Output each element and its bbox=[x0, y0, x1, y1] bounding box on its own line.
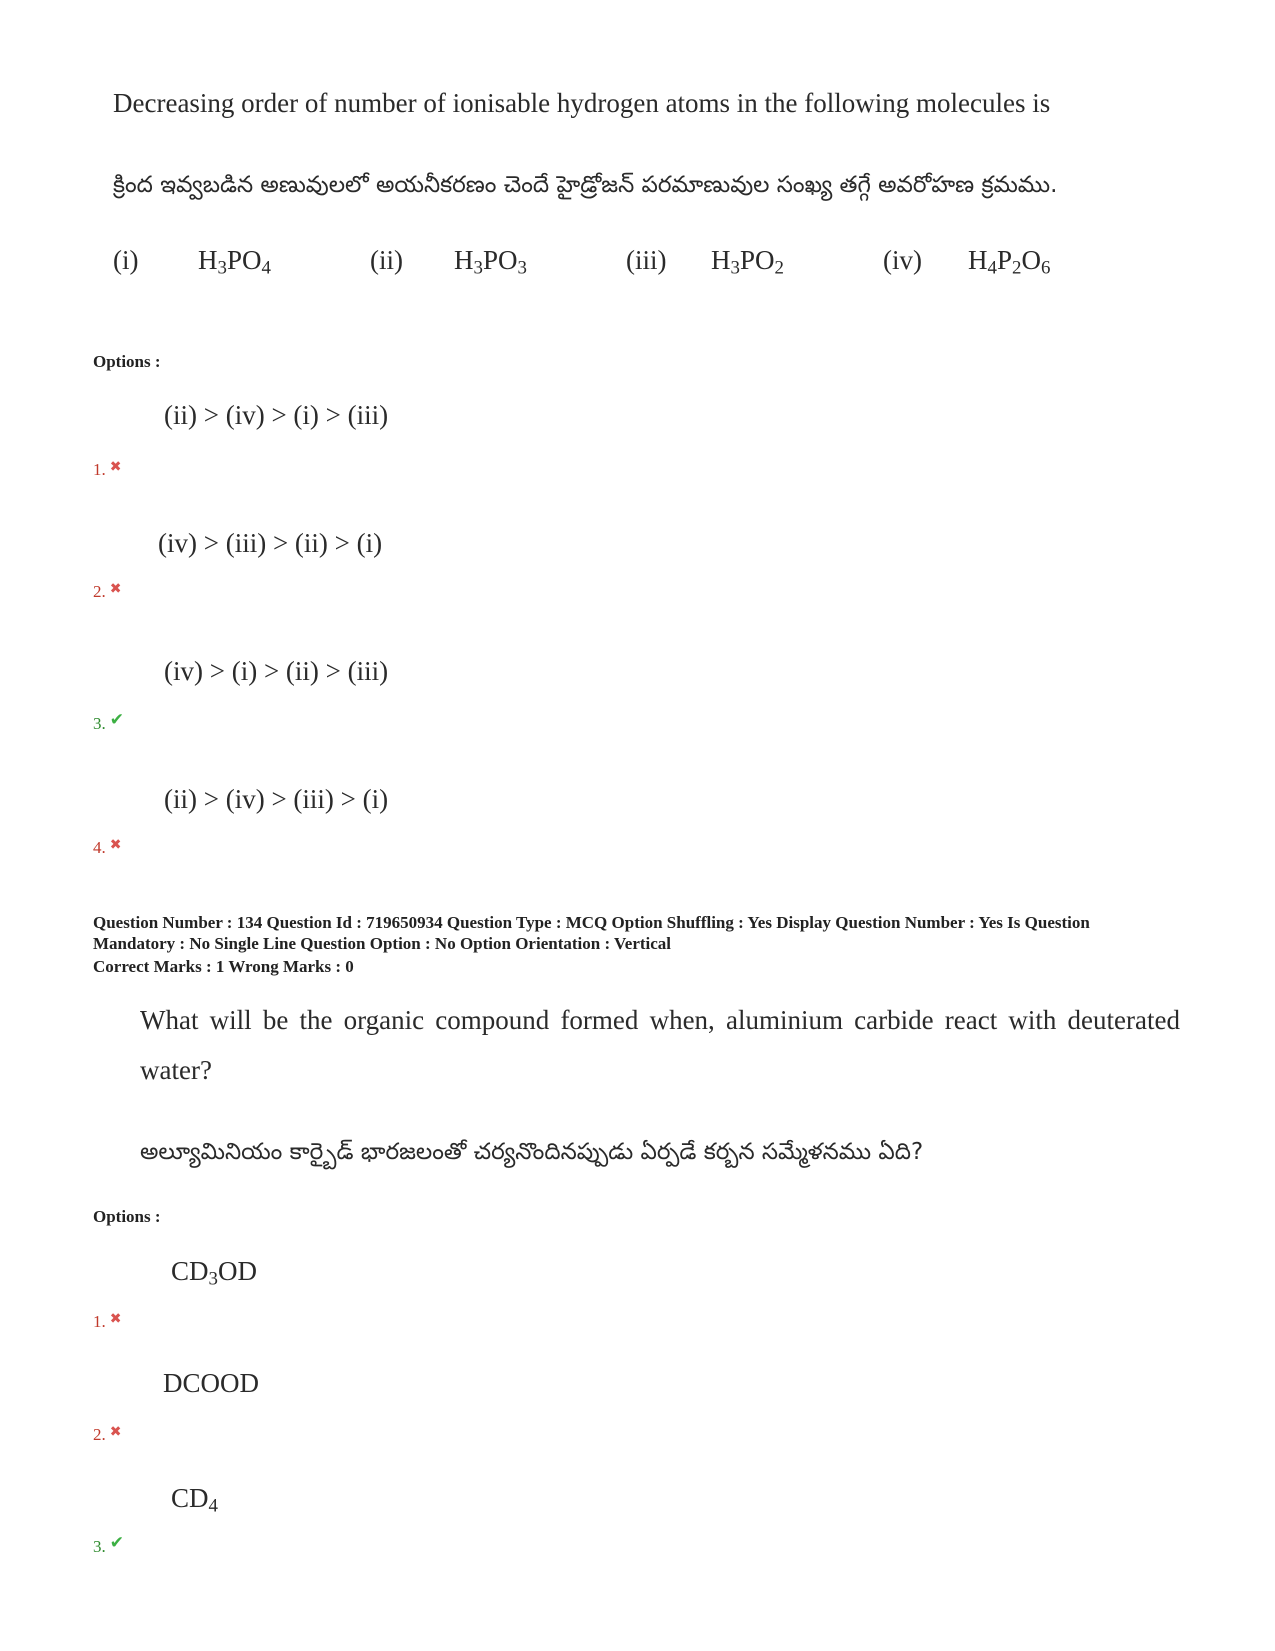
formula-subscript: 3 bbox=[473, 257, 483, 279]
formula-part: PO bbox=[482, 245, 518, 275]
question-text-te: క్రింద ఇవ్వబడిన అణువులలో అయనీకరణం చెందే హైడ్రోజన్ పరమాణువుల సంఖ్య తగ్గే అవరోహణ క్రమము. bbox=[113, 172, 1058, 198]
question-text-en: What will be the organic compound formed when, aluminium carbide react with deuterated water? bbox=[140, 1005, 1180, 1085]
option-formula bbox=[171, 1256, 257, 1290]
item-roman: (iii) bbox=[626, 245, 667, 275]
item-formula bbox=[198, 245, 271, 279]
cross-icon: ✖ bbox=[109, 837, 122, 853]
question-text-en: Decreasing order of number of ionisable hydrogen atoms in the following molecules is bbox=[113, 88, 1051, 118]
check-icon: ✔ bbox=[109, 1533, 124, 1553]
question-meta-line: Question Number : 134 Question Id : 719650934 Question Type : MCQ Option Shuffling : Yes Display Question Number : Yes Is Question bbox=[93, 913, 1090, 932]
option-text: (ii) > (iv) > (iii) > (i) bbox=[164, 784, 389, 814]
option-text: (iv) > (iii) > (ii) > (i) bbox=[158, 528, 383, 558]
option-text: (iv) > (i) > (ii) > (iii) bbox=[164, 656, 389, 686]
cross-icon: ✖ bbox=[109, 581, 122, 597]
formula-subscript: 2 bbox=[1011, 257, 1022, 279]
options-label: Options : bbox=[93, 352, 161, 371]
option-number[interactable] bbox=[93, 1312, 121, 1332]
marks-info: Correct Marks : 1 Wrong Marks : 0 bbox=[93, 957, 354, 976]
item-roman: (ii) bbox=[370, 245, 403, 275]
question-text-te: అల్యూమినియం కార్బైడ్ భారజలంతో చర్యనొందినప్పుడు ఏర్పడే కర్బన సమ్మేళనము ఏది? bbox=[140, 1139, 924, 1165]
formula-subscript: 4 bbox=[987, 257, 997, 279]
options-label: Options : bbox=[93, 1207, 161, 1226]
cross-icon: ✖ bbox=[109, 1424, 122, 1440]
item-roman: (i) bbox=[113, 245, 139, 275]
formula-subscript: 3 bbox=[730, 257, 740, 279]
cross-icon: ✖ bbox=[109, 459, 122, 475]
check-icon: ✔ bbox=[109, 710, 124, 730]
formula-part: CD bbox=[171, 1256, 209, 1286]
option-number-label: 2. bbox=[93, 1425, 106, 1444]
formula-subscript: 2 bbox=[774, 257, 784, 279]
item-roman: (iv) bbox=[883, 245, 922, 275]
option-text: (ii) > (iv) > (i) > (iii) bbox=[164, 400, 389, 430]
option-number[interactable] bbox=[93, 460, 121, 480]
formula-part: H bbox=[968, 245, 988, 275]
formula-part: OD bbox=[217, 1256, 257, 1286]
option-number[interactable] bbox=[93, 582, 121, 602]
cross-icon: ✖ bbox=[109, 1311, 122, 1327]
option-formula bbox=[171, 1483, 218, 1517]
option-number-label: 2. bbox=[93, 582, 106, 601]
formula-part: H bbox=[711, 245, 731, 275]
option-number-label: 1. bbox=[93, 460, 106, 479]
question-meta bbox=[93, 912, 1090, 954]
question-meta-line: Mandatory : No Single Line Question Option : No Option Orientation : Vertical bbox=[93, 934, 672, 953]
formula-subscript: 4 bbox=[208, 1495, 218, 1517]
item-formula bbox=[711, 245, 784, 279]
formula-part: CD bbox=[171, 1483, 209, 1513]
formula-part: O bbox=[1021, 245, 1041, 275]
option-number-label: 4. bbox=[93, 838, 106, 857]
option-number-label: 1. bbox=[93, 1312, 106, 1331]
formula-part: H bbox=[198, 245, 218, 275]
formula-subscript: 3 bbox=[217, 257, 227, 279]
option-number[interactable] bbox=[93, 838, 121, 858]
formula-part: P bbox=[996, 245, 1012, 275]
option-number[interactable] bbox=[93, 1425, 121, 1445]
option-formula bbox=[163, 1368, 259, 1399]
molecule-list bbox=[0, 245, 1275, 285]
option-number-label: 3. bbox=[93, 714, 106, 733]
option-number-label: 3. bbox=[93, 1537, 106, 1556]
item-formula bbox=[968, 245, 1051, 279]
formula-part: PO bbox=[739, 245, 775, 275]
item-formula bbox=[454, 245, 527, 279]
option-number[interactable] bbox=[93, 1533, 124, 1557]
formula-subscript: 4 bbox=[261, 257, 271, 279]
formula-subscript: 6 bbox=[1040, 257, 1051, 279]
formula-part: H bbox=[454, 245, 474, 275]
option-number[interactable] bbox=[93, 710, 124, 734]
formula-subscript: 3 bbox=[208, 1268, 218, 1290]
formula-part: DCOOD bbox=[163, 1368, 260, 1398]
formula-part: PO bbox=[226, 245, 262, 275]
formula-subscript: 3 bbox=[517, 257, 527, 279]
